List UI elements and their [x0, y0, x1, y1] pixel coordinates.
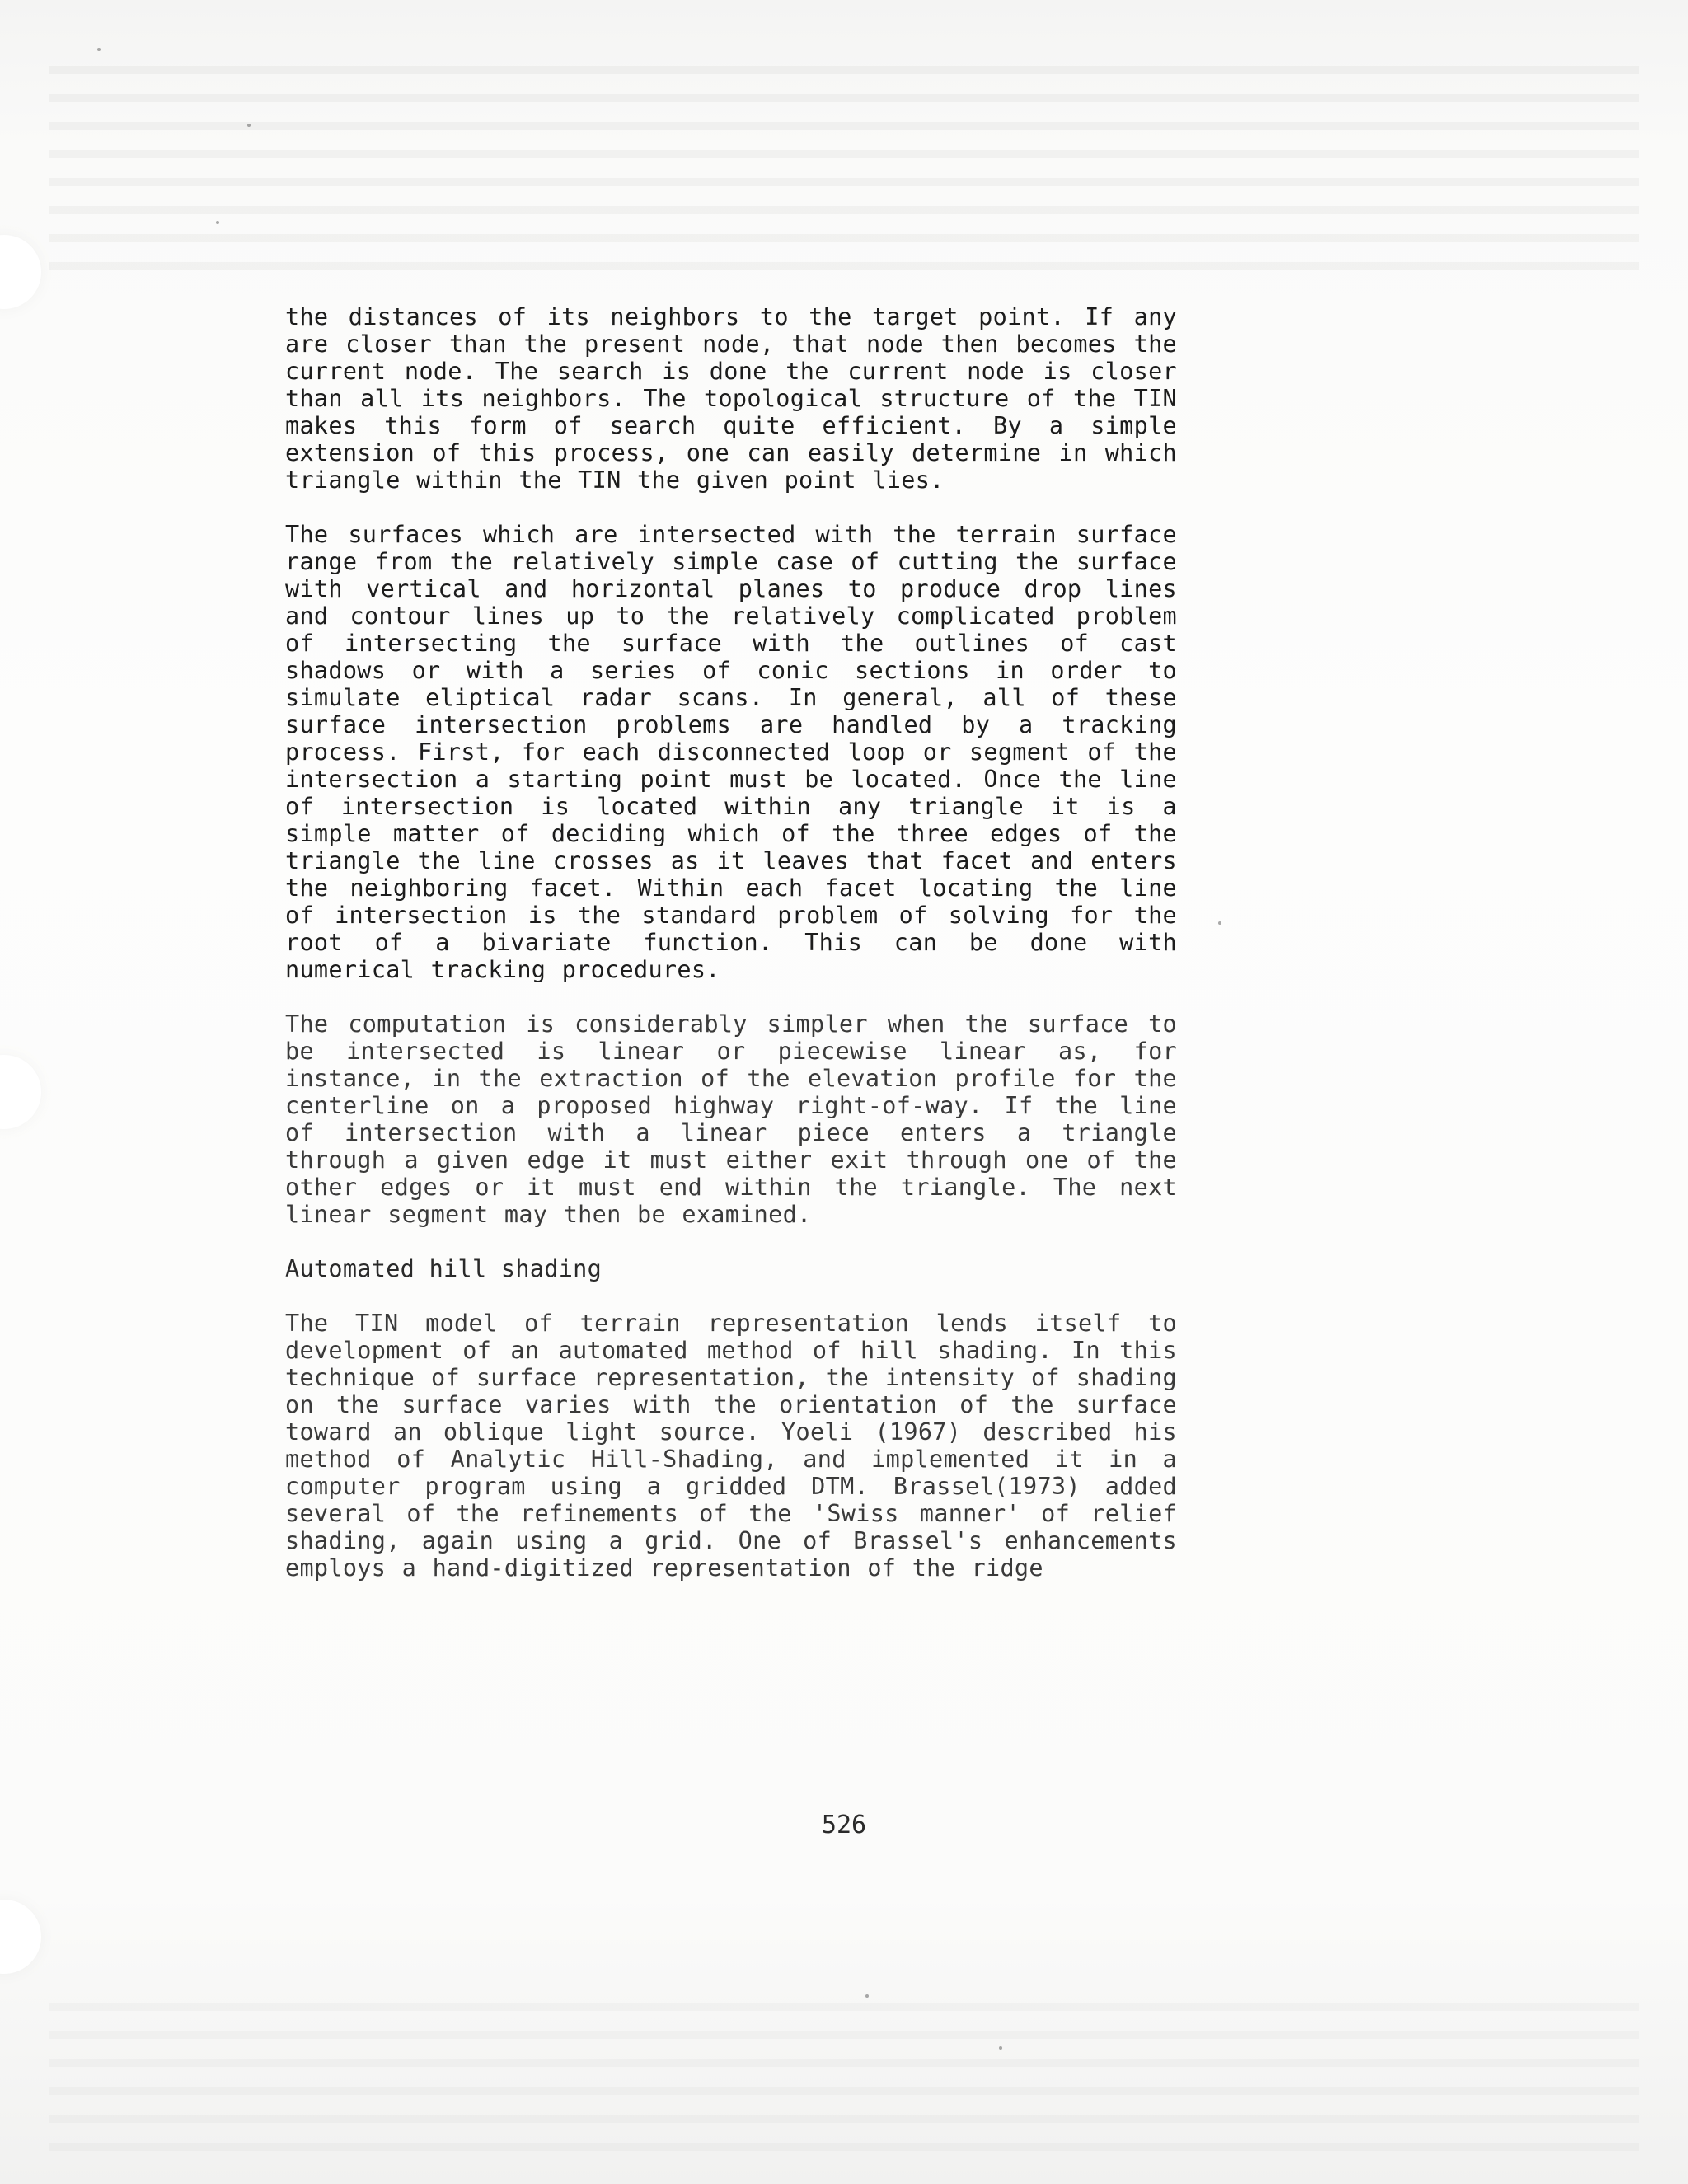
binder-hole [0, 1900, 41, 1974]
bleed-through-top [49, 66, 1639, 280]
scan-speck [999, 2046, 1002, 2050]
body-text-column [285, 303, 1177, 1609]
scan-speck [865, 1994, 869, 1998]
paragraph-linear-computation: The computation is considerably simpler when the surface to be intersected is linear or piecewise linear as, for instance, in the extraction of the elevation profile for the centerline on a proposed highway right-of-way. If the line of intersection with a linear piece enters a triangle through a given edge it must either exit through one of the other edges or it must end within the triangle. The next linear segment may then be examined. [285, 1010, 1177, 1228]
paragraph-surface-intersection: The surfaces which are intersected with the terrain surface range from the relatively simple case of cutting the surface with vertical and horizontal planes to produce drop lines and contour lines up to the relatively complicated problem of intersecting the surface with the outlines of cast shadows or with a series of conic sections in order to simulate eliptical radar scans. In general, all of these surface intersection problems are handled by a tracking process. First, for each disconnected loop or segment of the intersection a starting point must be located. Once the line of intersection is located within any triangle it is a simple matter of deciding which of the three edges of the triangle the line crosses as it leaves that facet and enters the neighboring facet. Within each facet locating the line of intersection is the standard problem of solving for the root of a bivariate function. This can be done with numerical tracking procedures. [285, 521, 1177, 983]
paragraph-hill-shading: The TIN model of terrain representation lends itself to development of an automated method of hill shading. In this technique of surface representation, the intensity of shading on the surface varies with the orientation of the surface toward an oblique light source. Yoeli (1967) described his method of Analytic Hill-Shading, and implemented it in a computer program using a gridded DTM. Brassel(1973) added several of the refinements of the 'Swiss manner' of relief shading, again using a grid. One of Brassel's enhancements employs a hand-digitized representation of the ridge [285, 1310, 1177, 1582]
binder-hole [0, 1055, 41, 1129]
bleed-through-bottom [49, 2003, 1639, 2168]
page-number: 526 [821, 1811, 867, 1840]
paragraph-node-search: the distances of its neighbors to the target point. If any are closer than the present node, that node then becomes the current node. The search is done the current node is closer than all its neighbors. The topological structure of the TIN makes this form of search quite efficient. By a simple extension of this process, one can easily determine in which triangle within the TIN the given point lies. [285, 303, 1177, 494]
scan-speck [1218, 921, 1221, 925]
binder-hole [0, 235, 41, 309]
section-heading-hill-shading: Automated hill shading [285, 1255, 603, 1282]
scan-speck [247, 124, 251, 127]
scan-speck [97, 48, 101, 51]
scan-speck [216, 221, 219, 224]
